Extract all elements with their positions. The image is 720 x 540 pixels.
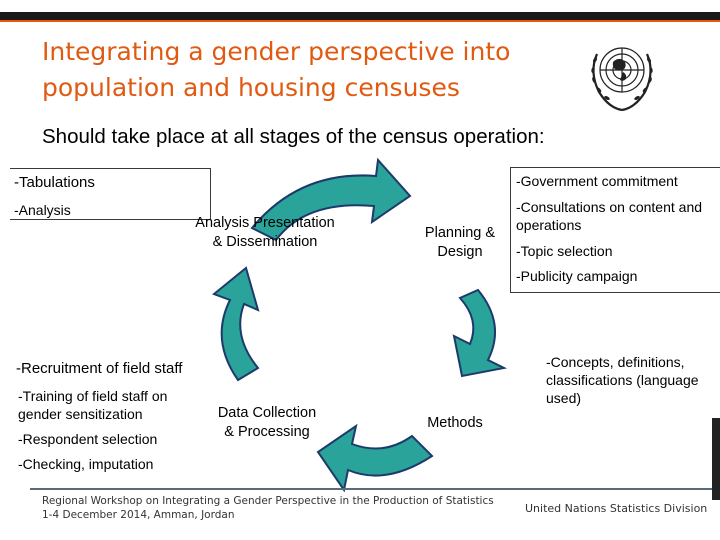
stage-data-collection: Data Collection & Processing bbox=[217, 405, 317, 440]
right-box-item-publicity: -Publicity campaign bbox=[516, 268, 638, 284]
left-list-training: -Training of field staff on gender sensitization bbox=[18, 388, 168, 422]
footer-event-date: 1-4 December 2014, Amman, Jordan bbox=[42, 509, 235, 521]
stage-methods: Methods bbox=[427, 415, 483, 431]
stage-analysis: Analysis Presentation & Dissemination bbox=[195, 215, 335, 250]
slide-subtitle: Should take place at all stages of the census operation: bbox=[42, 125, 545, 148]
left-list-checking: -Checking, imputation bbox=[18, 456, 154, 472]
left-box-item-tabulations: -Tabulations bbox=[14, 174, 95, 191]
footer-event bbox=[42, 494, 494, 522]
arrow-planning-to-methods bbox=[454, 290, 504, 376]
right-edge-bar bbox=[712, 418, 720, 500]
footer-divider bbox=[30, 488, 720, 490]
footer-organization: United Nations Statistics Division bbox=[525, 502, 708, 515]
left-list-recruitment: -Recruitment of field staff bbox=[16, 360, 183, 377]
right-box-item-government: -Government commitment bbox=[516, 173, 678, 189]
title-line-2: population and housing censuses bbox=[42, 73, 460, 102]
right-box-item-topic: -Topic selection bbox=[516, 243, 613, 259]
left-box-item-analysis: -Analysis bbox=[14, 202, 71, 218]
footer-event-title: Regional Workshop on Integrating a Gender Perspective in the Production of Statistics bbox=[42, 495, 494, 507]
methods-note: -Concepts, definitions, classifications (language used) bbox=[546, 354, 699, 406]
left-list-respondent: -Respondent selection bbox=[18, 431, 158, 447]
title-line-1: Integrating a gender perspective into bbox=[42, 37, 511, 66]
arrow-data-to-analysis bbox=[214, 268, 258, 380]
stage-planning: Planning & Design bbox=[424, 225, 496, 260]
arrow-methods-to-data bbox=[318, 426, 432, 490]
right-box-item-consultations: -Consultations on content and operations bbox=[516, 199, 703, 233]
